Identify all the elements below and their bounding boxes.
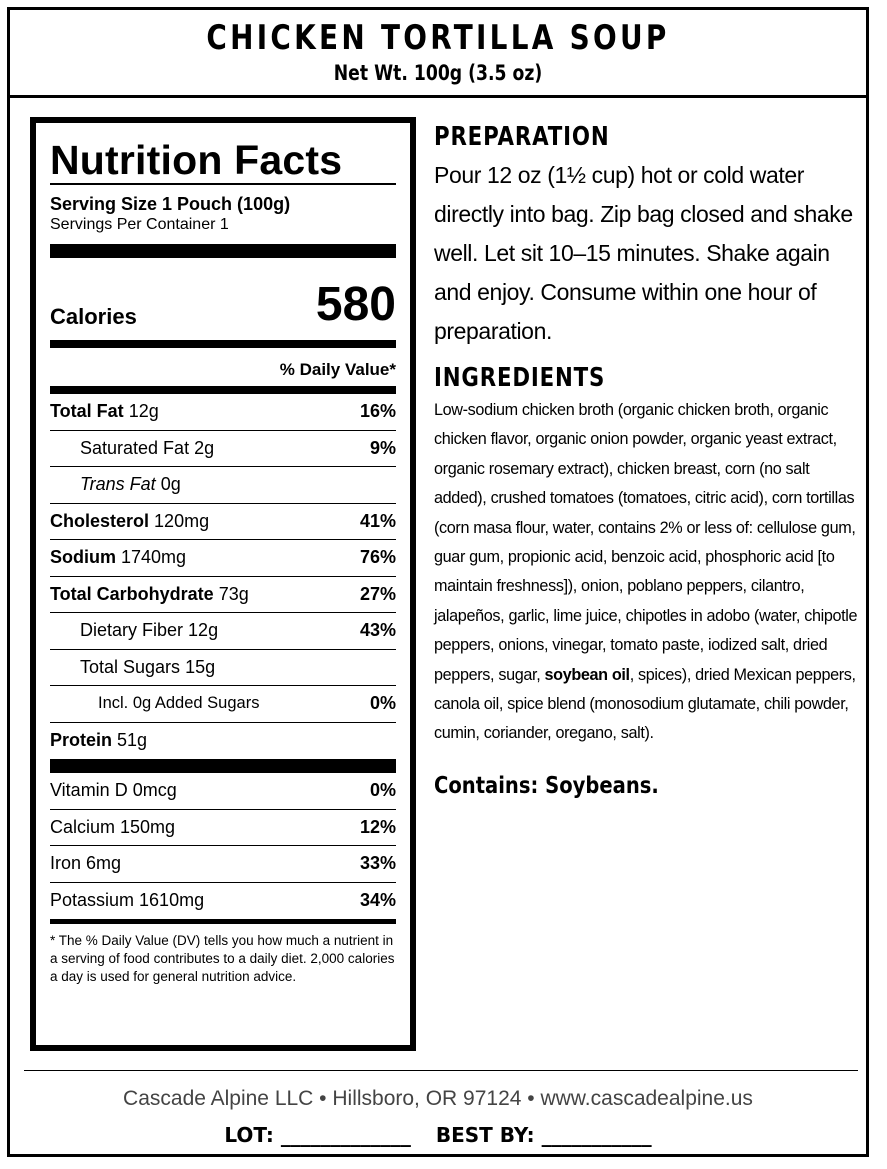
nutrient-label: Protein	[50, 730, 113, 751]
nutrient-pct: 27%	[359, 583, 396, 604]
divider-medium	[50, 340, 396, 348]
preparation-text: Pour 12 oz (1½ cup) hot or cold water directly into bag. Zip bag closed and shake well. Let sit 10–15 minutes. Shake again and enjoy. Consume within one hour of preparation.	[434, 162, 853, 344]
allergen-statement: Contains: Soybeans.	[434, 772, 659, 799]
calories-row	[50, 258, 396, 340]
ingredients-list-part: , spices), dried Mexican peppers, canola oil, spice blend (monosodium glutamate, chili powder, cumin, coriander, oregano, salt).	[434, 665, 856, 743]
calories-label: Calories	[50, 304, 137, 329]
vitamin-pct: 12%	[359, 816, 396, 837]
nutrient-row-sodium	[50, 540, 396, 577]
nutrient-label: Total Sugars	[80, 656, 181, 677]
nutrient-label: Saturated Fat	[80, 437, 190, 458]
nutrient-pct: 76%	[359, 547, 396, 568]
vitamin-row-d	[50, 773, 396, 810]
company-info: Cascade Alpine LLC • Hillsboro, OR 97124 • www.cascadealpine.us	[123, 1087, 753, 1110]
nutrient-label: Trans Fat	[80, 474, 156, 495]
label-header	[10, 10, 866, 98]
daily-value-footnote: * The % Daily Value (DV) tells you how much a nutrient in a serving of food contributes to a daily diet. 2,000 calories a day is used for general nutrition advice.	[50, 933, 395, 984]
nutrient-amount: 2g	[194, 437, 215, 458]
ingredients-text	[434, 396, 862, 749]
footer-divider	[24, 1070, 858, 1071]
nutrient-amount: 73g	[218, 583, 249, 604]
vitamin-row-iron	[50, 846, 396, 883]
vitamin-label: Potassium 1610mg	[50, 890, 205, 911]
nutrient-amount: 1740mg	[121, 547, 187, 568]
divider-thick	[50, 759, 396, 773]
nutrient-row-protein	[50, 723, 396, 760]
vitamin-row-potassium	[50, 883, 396, 920]
vitamin-pct: 34%	[359, 890, 396, 911]
nutrient-row-total-fat	[50, 394, 396, 431]
serving-size: Serving Size 1 Pouch (100g)	[50, 194, 291, 214]
divider-medium	[50, 919, 396, 924]
nutrient-amount: 120mg	[154, 510, 210, 531]
vitamin-pct: 0%	[369, 780, 396, 801]
divider	[50, 183, 396, 185]
nutrient-amount: 15g	[185, 656, 216, 677]
nutrient-row-dietary-fiber	[50, 613, 396, 650]
daily-value-header: % Daily Value*	[279, 360, 396, 379]
ingredients-list-part: Low-sodium chicken broth (organic chicken broth, organic chicken flavor, organic onion powder, organic yeast extract, organic rosemary extract), chicken breast, corn (no salt added), crushed tomatoes (tomatoes, citric acid), corn tortillas (corn masa flour, water, contains 2% or less of: cellulose gum, guar gum, propionic acid, benzoic acid, phosphoric acid [to maintain freshness]), onion, poblano peppers, cilantro, jalapeños, garlic, lime juice, chipotles in adobo (water, chipotle peppers, onions, vinegar, tomato paste, iodized salt, dried peppers, sugar,	[434, 401, 858, 684]
divider-medium	[50, 386, 396, 394]
nutrient-pct: 41%	[359, 510, 396, 531]
lot-bestby-row	[10, 1122, 866, 1148]
vitamin-row-calcium	[50, 810, 396, 847]
nutrient-label: Dietary Fiber	[80, 620, 184, 641]
vitamin-label: Calcium 150mg	[50, 816, 176, 837]
nutrient-label: Cholesterol	[50, 510, 150, 531]
right-column	[434, 122, 862, 801]
product-title: CHICKEN TORTILLA SOUP	[206, 18, 670, 58]
nutrition-facts-panel	[30, 117, 416, 1051]
nutrient-pct: 0%	[369, 693, 396, 714]
nutrient-row-added-sugars	[50, 686, 396, 723]
lot-field: LOT: _____________	[224, 1123, 411, 1147]
allergen-ingredient: soybean oil	[544, 665, 630, 684]
nutrition-facts-title: Nutrition Facts	[50, 137, 343, 183]
divider-thick	[50, 244, 396, 258]
nutrient-row-trans-fat	[50, 467, 396, 504]
nutrient-pct: 43%	[359, 620, 396, 641]
calories-value: 580	[315, 278, 396, 331]
nutrient-label: Total Fat	[50, 401, 124, 422]
nutrient-row-total-carbohydrate	[50, 577, 396, 614]
nutrient-pct: 9%	[369, 437, 396, 458]
servings-per-container: Servings Per Container 1	[50, 216, 229, 233]
product-label	[7, 7, 869, 1157]
nutrient-label: Total Carbohydrate	[50, 583, 214, 604]
nutrient-amount: 12g	[128, 401, 159, 422]
preparation-heading: PREPARATION	[434, 122, 610, 152]
nutrient-row-saturated-fat	[50, 431, 396, 468]
nutrient-pct: 16%	[359, 401, 396, 422]
best-by-field: BEST BY: ___________	[435, 1123, 652, 1147]
ingredients-heading: INGREDIENTS	[434, 363, 606, 393]
vitamin-pct: 33%	[359, 853, 396, 874]
vitamin-label: Iron 6mg	[50, 853, 122, 874]
net-weight: Net Wt. 100g (3.5 oz)	[333, 61, 543, 85]
vitamin-label: Vitamin D 0mcg	[50, 780, 177, 801]
nutrient-row-cholesterol	[50, 504, 396, 541]
nutrient-amount: 0g	[160, 474, 181, 495]
nutrient-label: Sodium	[50, 547, 116, 568]
nutrient-amount: 12g	[188, 620, 219, 641]
nutrient-amount: 51g	[117, 730, 148, 751]
nutrient-label: Incl. 0g Added Sugars	[98, 694, 260, 713]
nutrient-row-total-sugars	[50, 650, 396, 687]
